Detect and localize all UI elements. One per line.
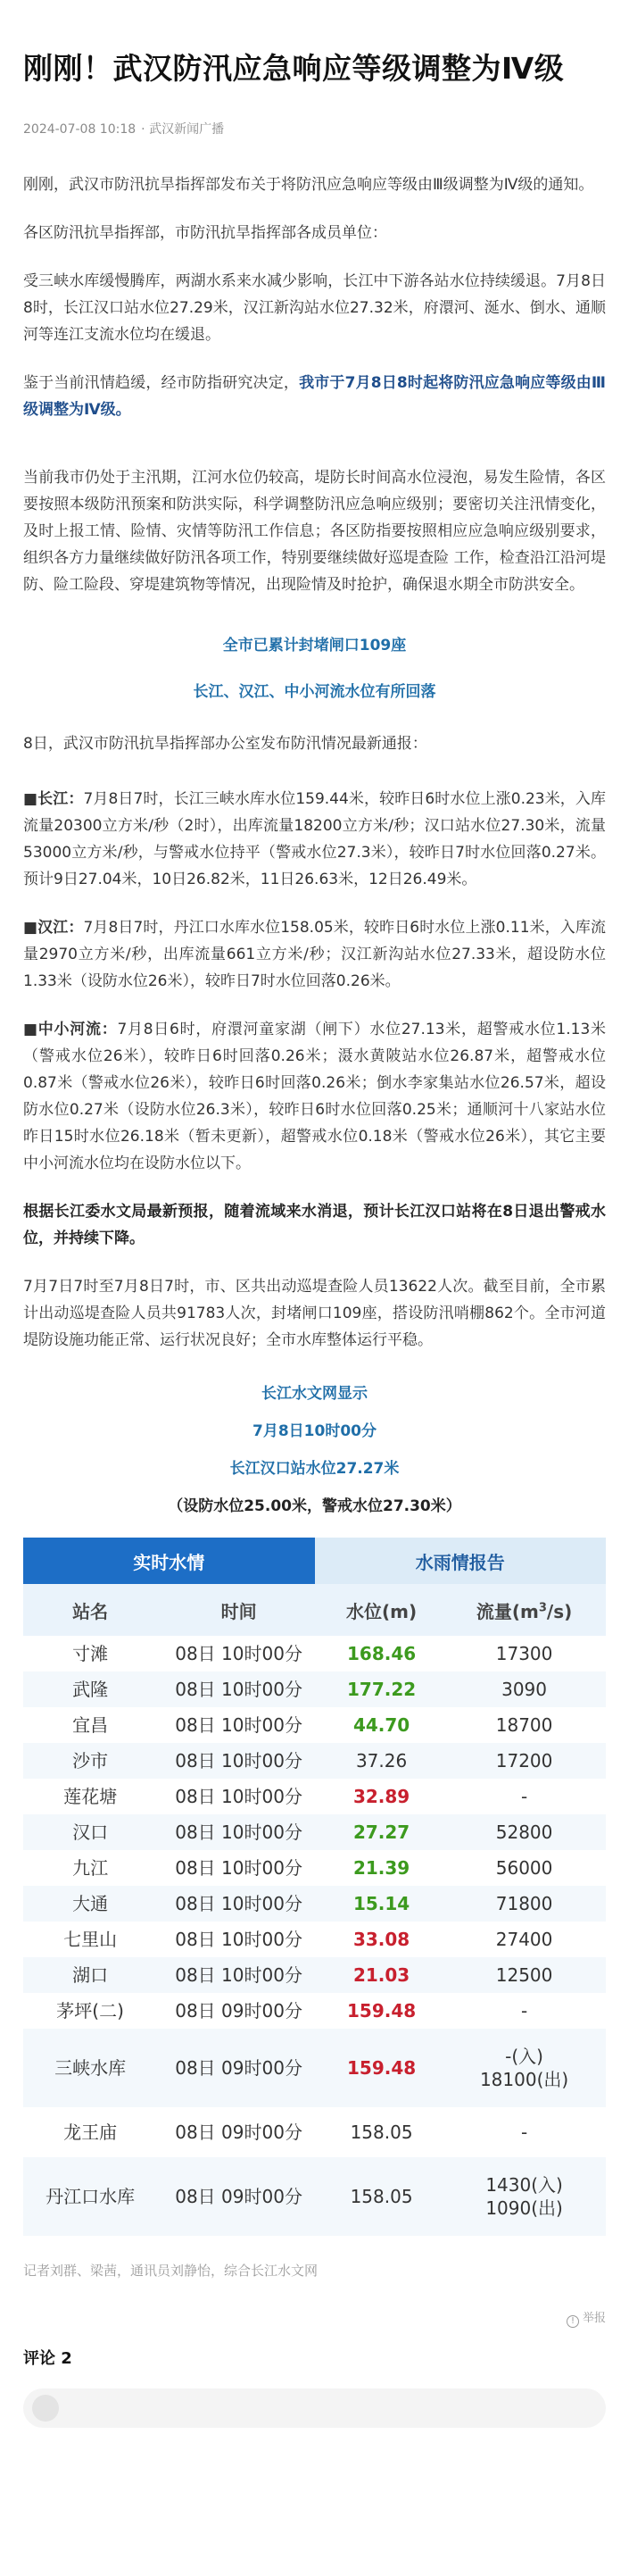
summary-hankou-level: 长江汉口站水位27.27米 — [229, 1460, 400, 1478]
cell-station: 寸滩 — [23, 1636, 157, 1671]
cell-time: 08日 10时00分 — [157, 1671, 320, 1707]
cell-station: 宜昌 — [23, 1707, 157, 1743]
cell-flow-in: 1430(入) — [485, 2174, 563, 2196]
cell-level: 177.22 — [320, 1671, 443, 1707]
cell-flow: 27400 — [443, 1922, 606, 1957]
summary-time: 7月8日10时00分 — [252, 1422, 377, 1440]
cell-time: 08日 10时00分 — [157, 1850, 320, 1886]
cell-station: 茅坪(二) — [23, 1993, 157, 2029]
cell-station: 大通 — [23, 1886, 157, 1922]
yangtze-label: ■长江： — [23, 790, 84, 808]
cell-level: 32.89 — [320, 1779, 443, 1814]
report-label: 举报 — [582, 2312, 606, 2325]
paragraph-decision — [23, 370, 606, 423]
decision-highlight: 我市于7月8日8时起将防汛应急响应等级由Ⅲ级调整为Ⅳ级。 — [23, 374, 607, 419]
avatar — [32, 2395, 59, 2422]
cell-flow-in: -(入) — [505, 2046, 543, 2067]
cell-flow — [443, 2029, 606, 2107]
table-row — [23, 2157, 606, 2236]
cell-time: 08日 09时00分 — [157, 2157, 320, 2236]
tab-report[interactable]: 水雨情报告 — [315, 1538, 607, 1584]
cell-station: 汉口 — [23, 1814, 157, 1850]
cell-station: 三峡水库 — [23, 2029, 157, 2107]
cell-flow: - — [443, 2107, 606, 2157]
table-row — [23, 1636, 606, 1671]
header-station: 站名 — [23, 1584, 157, 1636]
cell-time: 08日 10时00分 — [157, 1707, 320, 1743]
cell-level: 159.48 — [320, 1993, 443, 2029]
heading-gates: 全市已累计封堵闸口109座 — [222, 637, 407, 654]
report-link[interactable] — [23, 2308, 606, 2328]
cell-level: 21.03 — [320, 1957, 443, 1993]
cell-flow — [443, 2157, 606, 2236]
cell-flow: - — [443, 1993, 606, 2029]
table-row — [23, 1922, 606, 1957]
header-flow-prefix: 流量(m — [476, 1600, 539, 1622]
summary-source: 长江水文网显示 — [261, 1385, 368, 1403]
small-rivers-label: ■中小河流： — [23, 1021, 118, 1038]
cell-station: 七里山 — [23, 1922, 157, 1957]
table-row — [23, 1707, 606, 1743]
table-header-row — [23, 1584, 606, 1636]
summary-thresholds: （设防水位25.00米，警戒水位27.30米） — [168, 1497, 461, 1515]
cell-flow: 18700 — [443, 1707, 606, 1743]
cell-flow-out: 18100(出) — [479, 2069, 569, 2090]
cell-time: 08日 10时00分 — [157, 1957, 320, 1993]
article-title: 刚刚！武汉防汛应急响应等级调整为Ⅳ级 — [23, 51, 565, 86]
cell-station: 沙市 — [23, 1743, 157, 1779]
table-row — [23, 1957, 606, 1993]
section-heading — [23, 632, 606, 705]
cell-level: 44.70 — [320, 1707, 443, 1743]
cell-time: 08日 09时00分 — [157, 2029, 320, 2107]
cell-flow-out: 1090(出) — [485, 2197, 563, 2219]
comments-heading: 评论 2 — [23, 2349, 72, 2368]
cell-level: 37.26 — [320, 1743, 443, 1779]
cell-station: 龙王庙 — [23, 2107, 157, 2157]
paragraph-requirements: 当前我市仍处于主汛期，江河水位仍较高，堤防长时间高水位浸泡，易发生险情，各区要按照本级防汛预案和防洪实际，科学调整防汛应急响应级别；要密切关注汛情变化，及时上报工情、险情、灾情等防汛工作信息；各区防指要按照相应应急响应级别要求，组织各方力量继续做好防汛各项工作，特别要继续做好巡堤查险 工作，检查沿江沿河堤防、险工险段、穿堤建筑物等情况，出现险情及时抢护，确保退水期全市防洪安全。 — [23, 469, 606, 594]
table-tabs — [23, 1538, 606, 1584]
table-row — [23, 1671, 606, 1707]
table-row — [23, 1743, 606, 1779]
table-row — [23, 1886, 606, 1922]
cell-time: 08日 09时00分 — [157, 1993, 320, 2029]
header-time: 时间 — [157, 1584, 320, 1636]
water-table — [23, 1584, 606, 2236]
comment-input[interactable] — [23, 2388, 606, 2428]
cell-level: 158.05 — [320, 2107, 443, 2157]
heading-rivers: 长江、汉江、中小河流水位有所回落 — [193, 683, 436, 701]
tab-realtime[interactable]: 实时水情 — [23, 1538, 315, 1584]
paragraph-hanjiang — [23, 914, 606, 995]
cell-flow: 52800 — [443, 1814, 606, 1850]
table-row — [23, 2029, 606, 2107]
paragraph-patrol: 7月7日7时至7月8日7时，市、区共出动巡堤查险人员13622人次。截至目前，全市累计出动巡堤查险人员共91783人次，封堵闸口109座，搭设防汛哨棚862个。全市河道堤防设施功能正常、运行状况良好；全市水库整体运行平稳。 — [23, 1278, 606, 1349]
table-row — [23, 1779, 606, 1814]
hydrology-summary — [23, 1380, 606, 1520]
cell-time: 08日 09时00分 — [157, 2107, 320, 2157]
decision-lead: 鉴于当前汛情趋缓，经市防指研究决定， — [23, 374, 300, 392]
cell-flow: 12500 — [443, 1957, 606, 1993]
cell-time: 08日 10时00分 — [157, 1922, 320, 1957]
cell-flow: 3090 — [443, 1671, 606, 1707]
hanjiang-text: 7月8日7时，丹江口水库水位158.05米，较昨日6时水位上涨0.11米，入库流量2970立方米/秒，出库流量661立方米/秒；汉江新沟站水位27.33米，超设防水位1.33米（设防水位26米），较昨日7时水位回落0.26米。 — [23, 919, 606, 990]
cell-time: 08日 10时00分 — [157, 1886, 320, 1922]
cell-flow: 56000 — [443, 1850, 606, 1886]
article-meta — [23, 120, 606, 138]
cell-flow: 17200 — [443, 1743, 606, 1779]
cell-flow: 17300 — [443, 1636, 606, 1671]
article-date: 2024-07-08 10:18 — [23, 122, 137, 137]
paragraph-intro: 刚刚，武汉市防汛抗旱指挥部发布关于将防汛应急响应等级由Ⅲ级调整为Ⅳ级的通知。 — [23, 176, 594, 194]
article-source[interactable]: · 武汉新闻广播 — [141, 122, 225, 137]
cell-station: 武隆 — [23, 1671, 157, 1707]
table-row — [23, 1993, 606, 2029]
cell-station: 湖口 — [23, 1957, 157, 1993]
paragraph-yangtze — [23, 786, 606, 893]
header-level: 水位(m) — [320, 1584, 443, 1636]
water-level-table — [23, 1538, 606, 2236]
cell-time: 08日 10时00分 — [157, 1743, 320, 1779]
table-row — [23, 1850, 606, 1886]
cell-time: 08日 10时00分 — [157, 1814, 320, 1850]
cell-time: 08日 10时00分 — [157, 1779, 320, 1814]
small-rivers-text: 7月8日6时，府澴河童家湖（闸下）水位27.13米，超警戒水位1.13米（警戒水位26米），较昨日6时回落0.26米；滠水黄陂站水位26.87米，超警戒水位0.87米（警戒水位26米），较昨日6时回落0.26米；倒水李家集站水位26.57米，超设防水位0.27米（设防水位26.3米），较昨日6时水位回落0.25米；通顺河十八家站水位昨日15时水位26.18米（暂未更新），超警戒水位0.18米（警戒水位26米），其它主要中小河流水位均在设防水位以下。 — [23, 1021, 606, 1172]
cell-level: 15.14 — [320, 1886, 443, 1922]
cell-level: 21.39 — [320, 1850, 443, 1886]
cell-station: 丹江口水库 — [23, 2157, 157, 2236]
cell-level: 168.46 — [320, 1636, 443, 1671]
cell-level: 33.08 — [320, 1922, 443, 1957]
cell-station: 莲花塘 — [23, 1779, 157, 1814]
table-row — [23, 1814, 606, 1850]
header-flow — [443, 1584, 606, 1636]
paragraph-situation: 受三峡水库缓慢腾库，两湖水系来水减少影响，长江中下游各站水位持续缓退。7月8日8时，长江汉口站水位27.29米，汉江新沟站水位27.32米，府澴河、涎水、倒水、通顺河等连江支流水位均在缓退。 — [23, 272, 606, 344]
cell-level: 159.48 — [320, 2029, 443, 2107]
hanjiang-label: ■汉江： — [23, 919, 84, 937]
cell-station: 九江 — [23, 1850, 157, 1886]
cell-time: 08日 10时00分 — [157, 1636, 320, 1671]
author-credit: 记者刘群、梁茜，通讯员刘静怡，综合长江水文网 — [23, 2263, 319, 2279]
cell-level: 158.05 — [320, 2157, 443, 2236]
paragraph-forecast: 根据长江委水文局最新预报，随着流域来水消退，预计长江汉口站将在8日退出警戒水位，并持续下降。 — [23, 1203, 606, 1247]
header-flow-suffix: /s) — [546, 1600, 573, 1622]
cell-flow: - — [443, 1779, 606, 1814]
cell-flow: 71800 — [443, 1886, 606, 1922]
paragraph-small-rivers — [23, 1016, 606, 1177]
info-icon: ! — [567, 2315, 579, 2328]
yangtze-text: 7月8日7时，长江三峡水库水位159.44米，较昨日6时水位上涨0.23米，入库流量20300立方米/秒（2时），出库流量18200立方米/秒；汉口站水位27.30米，流量53000立方米/秒，与警戒水位持平（警戒水位27.3米），较昨日7时水位回落0.27米。预计9日27.04米，10日26.82米，11日26.63米，12日26.49米。 — [23, 790, 606, 888]
header-flow-sup: 3 — [538, 1600, 547, 1614]
cell-level: 27.27 — [320, 1814, 443, 1850]
table-row — [23, 2107, 606, 2157]
paragraph-bulletin: 8日，武汉市防汛抗旱指挥部办公室发布防汛情况最新通报： — [23, 735, 427, 753]
paragraph-recipients: 各区防汛抗旱指挥部，市防汛抗旱指挥部各成员单位： — [23, 224, 387, 242]
